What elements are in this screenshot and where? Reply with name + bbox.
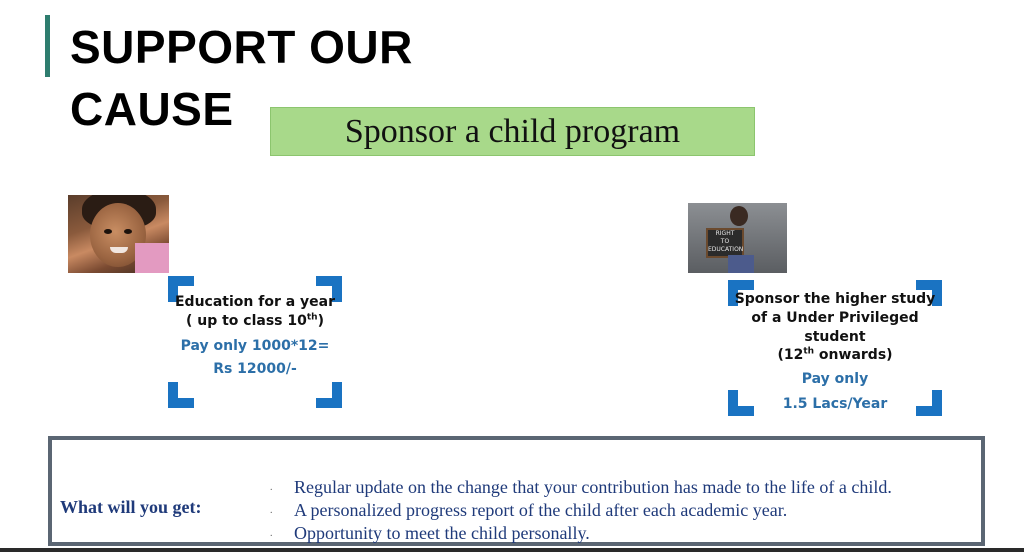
offer-subtitle-sup: th xyxy=(803,346,815,357)
photo-slate: RIGHT TO EDUCATION xyxy=(706,228,744,258)
page-title-line-1: SUPPORT OUR xyxy=(70,21,413,73)
photo-shirt xyxy=(135,243,169,273)
bullet-icon: . xyxy=(270,482,273,493)
offer-price-total: Rs 12000/- xyxy=(213,361,297,377)
offer-box-education xyxy=(168,276,342,408)
benefit-item xyxy=(270,522,892,545)
offer-subtitle-text: ( up to class 10 xyxy=(185,313,307,329)
offer-price-value: 1.5 Lacs/Year xyxy=(782,396,888,412)
offer-subtitle xyxy=(168,312,342,331)
offer-title-2: of a Under Privileged xyxy=(751,310,919,326)
benefit-text: Regular update on the change that your contribution has made to the life of a child. xyxy=(294,477,892,497)
offer-price-label: Pay only xyxy=(801,371,869,387)
program-tag xyxy=(270,107,755,156)
bracket-corner xyxy=(168,382,194,408)
photo-eye xyxy=(104,229,112,234)
offer-title-3: student xyxy=(804,329,866,345)
benefit-text: A personalized progress report of the child after each academic year. xyxy=(294,500,788,520)
bullet-icon: . xyxy=(270,505,273,516)
offer-price-formula: Pay only 1000*12= xyxy=(180,338,330,354)
benefit-item xyxy=(270,499,892,522)
offer-subtitle-sup: th xyxy=(306,312,318,323)
bracket-corner xyxy=(316,382,342,408)
title-accent-bar xyxy=(45,15,50,77)
bullet-icon: . xyxy=(270,528,273,539)
photo-dress xyxy=(728,255,754,273)
offer-box-higher-study xyxy=(728,280,942,416)
offer-subtitle xyxy=(728,346,942,365)
benefit-item xyxy=(270,476,892,499)
benefit-text: Opportunity to meet the child personally. xyxy=(294,523,590,543)
benefits-panel xyxy=(48,436,985,546)
offer-subtitle-end: ) xyxy=(317,313,324,329)
offer-title: Sponsor the higher study xyxy=(734,291,936,307)
bottom-divider xyxy=(0,548,1024,552)
photo-eye xyxy=(124,229,132,234)
benefits-label: What will you get: xyxy=(60,497,202,517)
photo-head xyxy=(730,206,748,226)
benefits-list xyxy=(270,476,892,545)
child-photo-left xyxy=(68,195,169,273)
offer-title: Education for a year xyxy=(174,294,336,310)
offer-subtitle-text: (12 xyxy=(777,347,804,363)
program-tag-label: Sponsor a child program xyxy=(344,112,681,150)
offer-subtitle-end: onwards) xyxy=(814,347,893,363)
child-photo-right xyxy=(688,203,787,273)
page-title-line-2: CAUSE xyxy=(70,83,234,135)
